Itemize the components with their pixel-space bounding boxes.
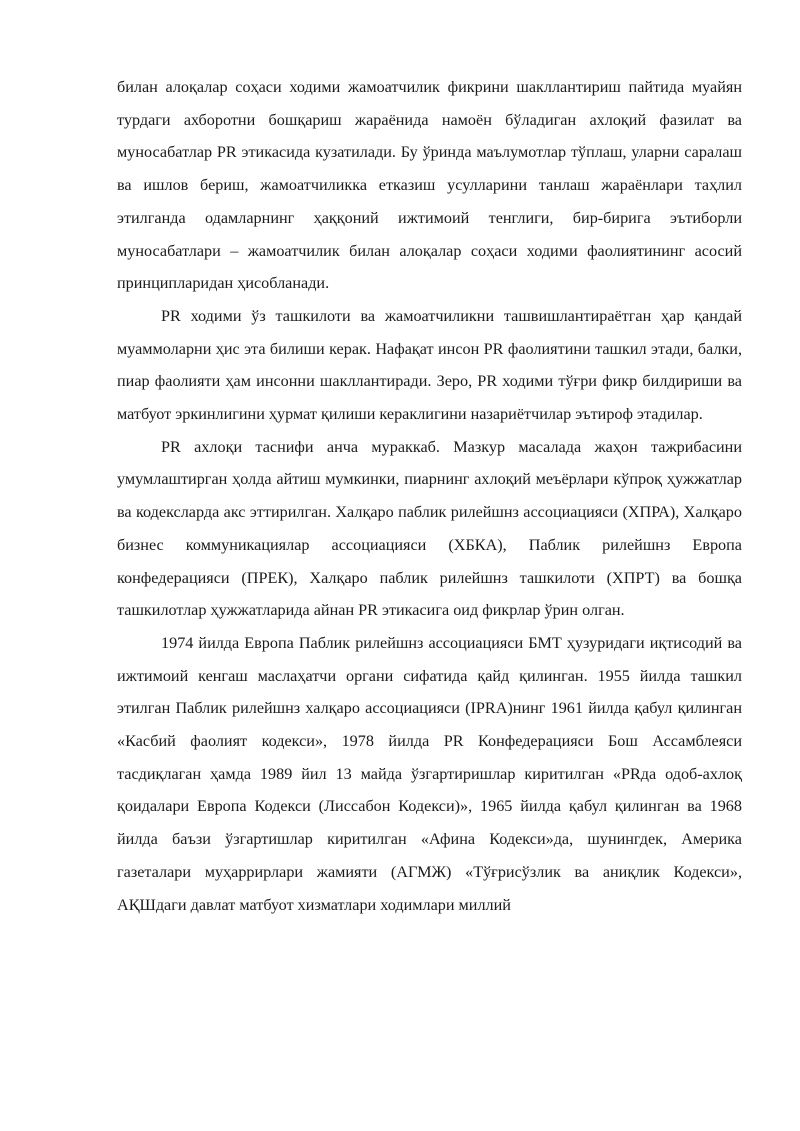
paragraph: 1974 йилда Европа Паблик рилейшнз ассоциацияси БМТ ҳузуридаги иқтисодий ва ижтимоий кенгаш маслаҳатчи органи сифатида қайд қилинган. 1955 йилда ташкил этилган Паблик рилейшнз халқаро ассоциацияси (IPRA)нинг 1961 йилда қабул қилинган «Касбий фаолият кодекси», 1978 йилда PR Конфедерацияси Бош Ассамблеяси тасдиқлаган ҳамда 1989 йил 13 майда ўзгартиришлар киритилган «PRда одоб-ахлоқ қоидалари Европа Кодекси (Лиссабон Кодекси)», 1965 йилда қабул қилинган ва 1968 йилда баъзи ўзгартишлар киритилган «Афина Кодекси»да, шунингдек, Америка газеталари муҳаррирлари жамияти (АГМЖ) «Тўғрисўзлик ва аниқлик Кодекси», АҚШдаги давлат матбуот хизматлари ходимлари миллий (117, 633, 742, 914)
paragraph: PR ахлоқи таснифи анча мураккаб. Мазкур масалада жаҳон тажрибасини умумлаштирган ҳолда айтиш мумкинки, пиарнинг ахлоқий меъёрлари кўпроқ ҳужжатлар ва кодексларда акс эттирилган. Халқаро паблик рилейшнз ассоциацияси (ХПРА), Халқаро бизнес коммуникациялар ассоциацияси (ХБКА), Паблик рилейшнз Европа конфедерацияси (ПРЕК), Халқаро паблик рилейшнз ташкилоти (ХПРТ) ва бошқа ташкилотлар ҳужжатларида айнан PR этикасига оид фикрлар ўрин олган. (117, 437, 742, 620)
document-body (117, 71, 742, 921)
paragraph: PR ходими ўз ташкилоти ва жамоатчиликни ташвишлантираётган ҳар қандай муаммоларни ҳис эта билиши керак. Нафақат инсон PR фаолиятини ташкил этади, балки, пиар фаолияти ҳам инсонни шакллантиради. Зеро, PR ходими тўғри фикр билдириши ва матбуот эркинлигини ҳурмат қилиши кераклигини назариётчилар эътироф этадилар. (117, 306, 742, 424)
paragraph: билан алоқалар соҳаси ходими жамоатчилик фикрини шакллантириш пайтида муайян турдаги ахборотни бошқариш жараёнида намоён бўладиган ахлоқий фазилат ва муносабатлар PR этикасида кузатилади. Бу ўринда маълумотлар тўплаш, уларни саралаш ва ишлов бериш, жамоатчиликка етказиш усулларини танлаш жараёнлари таҳлил этилганда одамларнинг ҳаққоний ижтимоий тенглиги, бир-бирига эътиборли муносабатлари – жамоатчилик билан алоқалар соҳаси ходими фаолиятининг асосий принципларидан ҳисобланади. (117, 78, 742, 293)
